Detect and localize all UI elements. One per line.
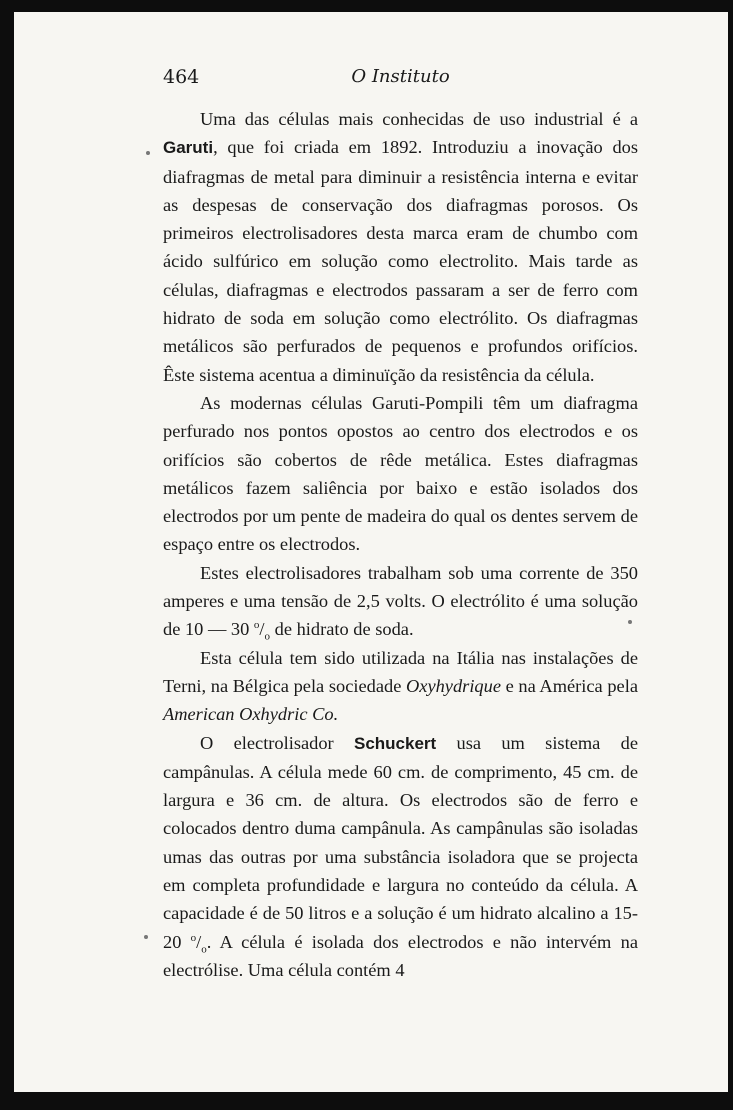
bold-term-schuckert: Schuckert	[354, 733, 437, 753]
margin-mark	[146, 151, 150, 155]
bold-term-garuti: Garuti	[163, 138, 214, 158]
text-run: . A célula é isolada dos electrodos e não intervém na electrólise. Uma célula contém 4	[163, 931, 638, 980]
italic-term-oxyhydrique: Oxyhydrique	[406, 675, 501, 696]
running-title: O Instituto	[351, 66, 450, 87]
percent-sup: o	[190, 931, 197, 944]
text-run: de hidrato de soda.	[270, 619, 414, 640]
paragraph-operating-conditions	[163, 559, 638, 644]
text-run: , que foi criada em 1892. Introduziu a inovação dos diafragmas de metal para diminuir a resistência interna e evitar as despesas de conservação dos diafragmas porosos. Os primeiros electrolisadores desta marca eram de chumbo com ácido sulfúrico em solução como electrolito. Mais tarde as células, diafragmas e electrodos passaram a ser de ferro com hidrato de soda em solução como electrólito. Os diafragmas metálicos são perfurados de pequenos e profundos orifícios. Êste sistema acentua a diminuïção da resistência da célula.	[163, 137, 638, 385]
percent-sub: o	[201, 943, 207, 956]
paragraph-schuckert	[163, 729, 638, 985]
text-run: Uma das células mais conhecidas de uso industrial é a	[200, 109, 638, 129]
page-header	[163, 66, 638, 90]
text-run: O electrolisador	[200, 732, 354, 753]
italic-term-american-oxhydric: American Oxhydric Co.	[163, 704, 339, 725]
percent-sub: o	[264, 631, 271, 644]
text-run: e na América pela	[500, 675, 638, 696]
paragraph-garuti	[163, 105, 638, 389]
percent-slash: /	[259, 619, 265, 640]
paragraph-garuti-pompili: As modernas células Garuti-Pompili têm um diafragma perfurado nos pontos opostos ao centro dos electrodos e os orifícios são cobertos de rêde metálica. Estes diafragmas metálicos fazem saliência por baixo e estão isolados dos electrodos por um pente de madeira do qual os dentes servem de espaço entre os electrodos.	[163, 392, 638, 555]
text-run: Estes electrolisadores trabalham sob uma corrente de 350 amperes e uma tensão de 2,5 volts. O electrólito é uma solução de 10 — 30	[163, 562, 638, 640]
text-run: Esta célula tem sido utilizada na Itália nas instalações de Terni, na Bélgica pela sociedade	[163, 647, 638, 696]
body-text	[163, 105, 638, 984]
paragraph-installations	[163, 644, 638, 729]
text-run: usa um sistema de campânulas. A célula mede 60 cm. de comprimento, 45 cm. de largura e 36 cm. de altura. Os electrodos são de ferro e colocados dentro duma campânula. As campânulas são isoladas umas das outras por uma substância isoladora que se projecta em completa profundidade e largura no conteúdo da célula. A capacidade é de 50 litros e a solução é um hidrato alcalino a 15-20	[163, 732, 638, 952]
page-number: 464	[163, 66, 200, 88]
percent-slash: /	[196, 931, 202, 952]
margin-mark	[144, 935, 148, 939]
percent-sup: o	[253, 619, 260, 632]
